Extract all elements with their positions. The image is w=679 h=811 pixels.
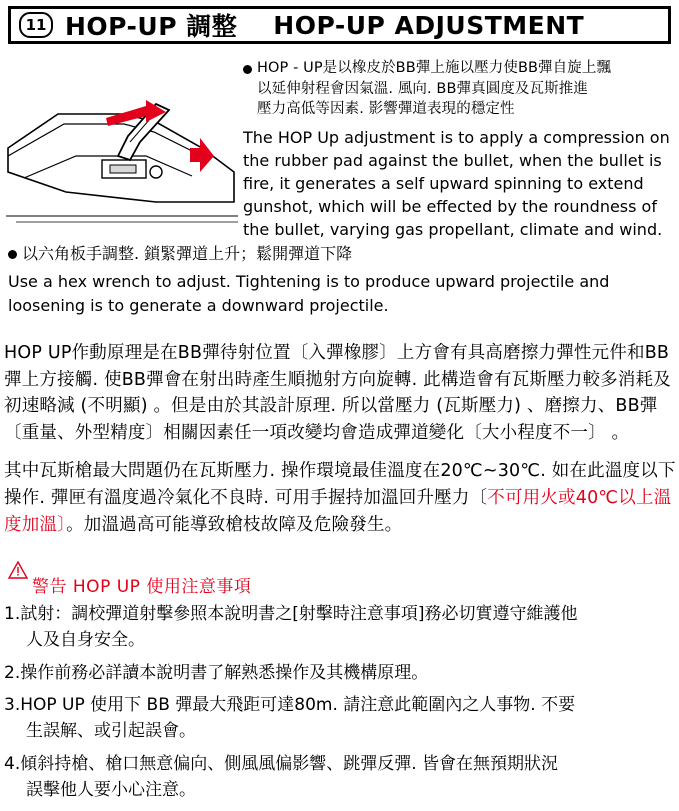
adjustment-instruction-block [8,243,668,317]
note-item [4,661,679,687]
section-title-chinese: HOP-UP 調整 [65,12,238,41]
note-text-continuation: 人及自身安全。 [26,629,145,650]
section-number: 11 [19,12,53,38]
temperature-text-part1: 其中瓦斯槍最大問題仍在瓦斯壓力. 操作環境最佳溫度在20℃~30℃. 如在此溫度以下操作. 彈匣有溫度過冷氣化不良時. 可用手握持加溫回升壓力〔 [4,461,676,508]
chinese-line-2: 以延伸射程會因氣溫. 風向. BB彈真圓度及瓦斯推進 [257,80,588,97]
bullet-adjustment-chinese [8,243,668,265]
note-item [4,693,679,745]
note-item [4,752,679,804]
temperature-warning-highlight: 不可用火或40℃以上溫度加溫〕 [4,487,672,535]
adjustment-english-text: Use a hex wrench to adjust. Tightening is to produce upward projectile and loosening is to generate a downward projectile. [8,272,610,315]
bullet-dot-icon [8,250,17,259]
warning-header [8,572,251,597]
temperature-text-part2: 。加溫過高可能導致槍枝故障及危險發生。 [66,514,403,535]
note-number: 2. [4,662,21,683]
note-number: 4. [4,754,21,775]
hop-up-mechanism-diagram [6,52,238,232]
adjustment-chinese-text: 以六角板手調整. 鎖緊彈道上升；鬆開彈道下降 [22,244,353,263]
note-text-continuation: 誤擊他人要小心注意。 [26,779,196,800]
section-title-english: HOP-UP ADJUSTMENT [273,10,585,40]
chinese-line-3: 壓力高低等因素. 影響彈道表現的穩定性 [257,101,515,118]
hop-up-description-block [243,58,673,242]
chinese-description-text [257,58,611,120]
note-text: 試射：調校彈道射擊參照本說明書之[射擊時注意事項]務必切實遵守維護他 [20,604,578,624]
paragraph-principle-text: HOP UP作動原理是在BB彈待射位置〔入彈橡膠〕上方會有具高磨擦力彈性元件和BB彈上方接觸. 使BB彈會在射出時產生順拋射方向旋轉. 此構造會有瓦斯壓力較多消耗及初速略減 (不明顯) 。但是由於其設計原理. 所以當壓力 (瓦斯壓力) 、磨擦力、BB彈〔重量、外型精度〕相關因素任一項改變均會造成彈道變化〔大小程度不一〕 。 [4,343,671,443]
note-item [4,602,679,654]
warning-label: 警告 HOP UP 使用注意事項 [32,577,252,597]
note-text-continuation: 生誤解、或引起誤會。 [26,721,196,742]
bullet-dot-icon [243,65,252,74]
english-description-text: The HOP Up adjustment is to apply a compression on the rubber pad against the bullet, when the bullet is fire, it generates a self upward spinning to extend gunshot, which will be effected by the roundness of the bullet, varying gas propellant, climate and wind. [243,127,670,240]
note-text: 操作前務必詳讀本說明書了解熟悉操作及其機構原理。 [20,662,429,683]
note-number: 3. [4,695,21,716]
bullet-chinese-description [243,58,673,120]
body-paragraphs [4,340,679,550]
paragraph-temperature [4,458,679,538]
paragraph-principle [4,340,679,446]
note-text: HOP UP 使用下 BB 彈最大飛距可達80m. 請注意此範圍內之人事物. 不要 [20,695,576,716]
notes-list [4,602,679,811]
chinese-line-1: HOP - UP是以橡皮於BB彈上施以壓力使BB彈自旋上飄 [257,60,612,76]
note-text: 傾斜持槍、槍口無意偏向、側風風偏影響、跳彈反彈. 皆會在無預期狀況 [20,754,559,775]
warning-triangle-icon [8,577,26,593]
section-header [8,6,671,44]
note-number: 1. [4,604,21,624]
